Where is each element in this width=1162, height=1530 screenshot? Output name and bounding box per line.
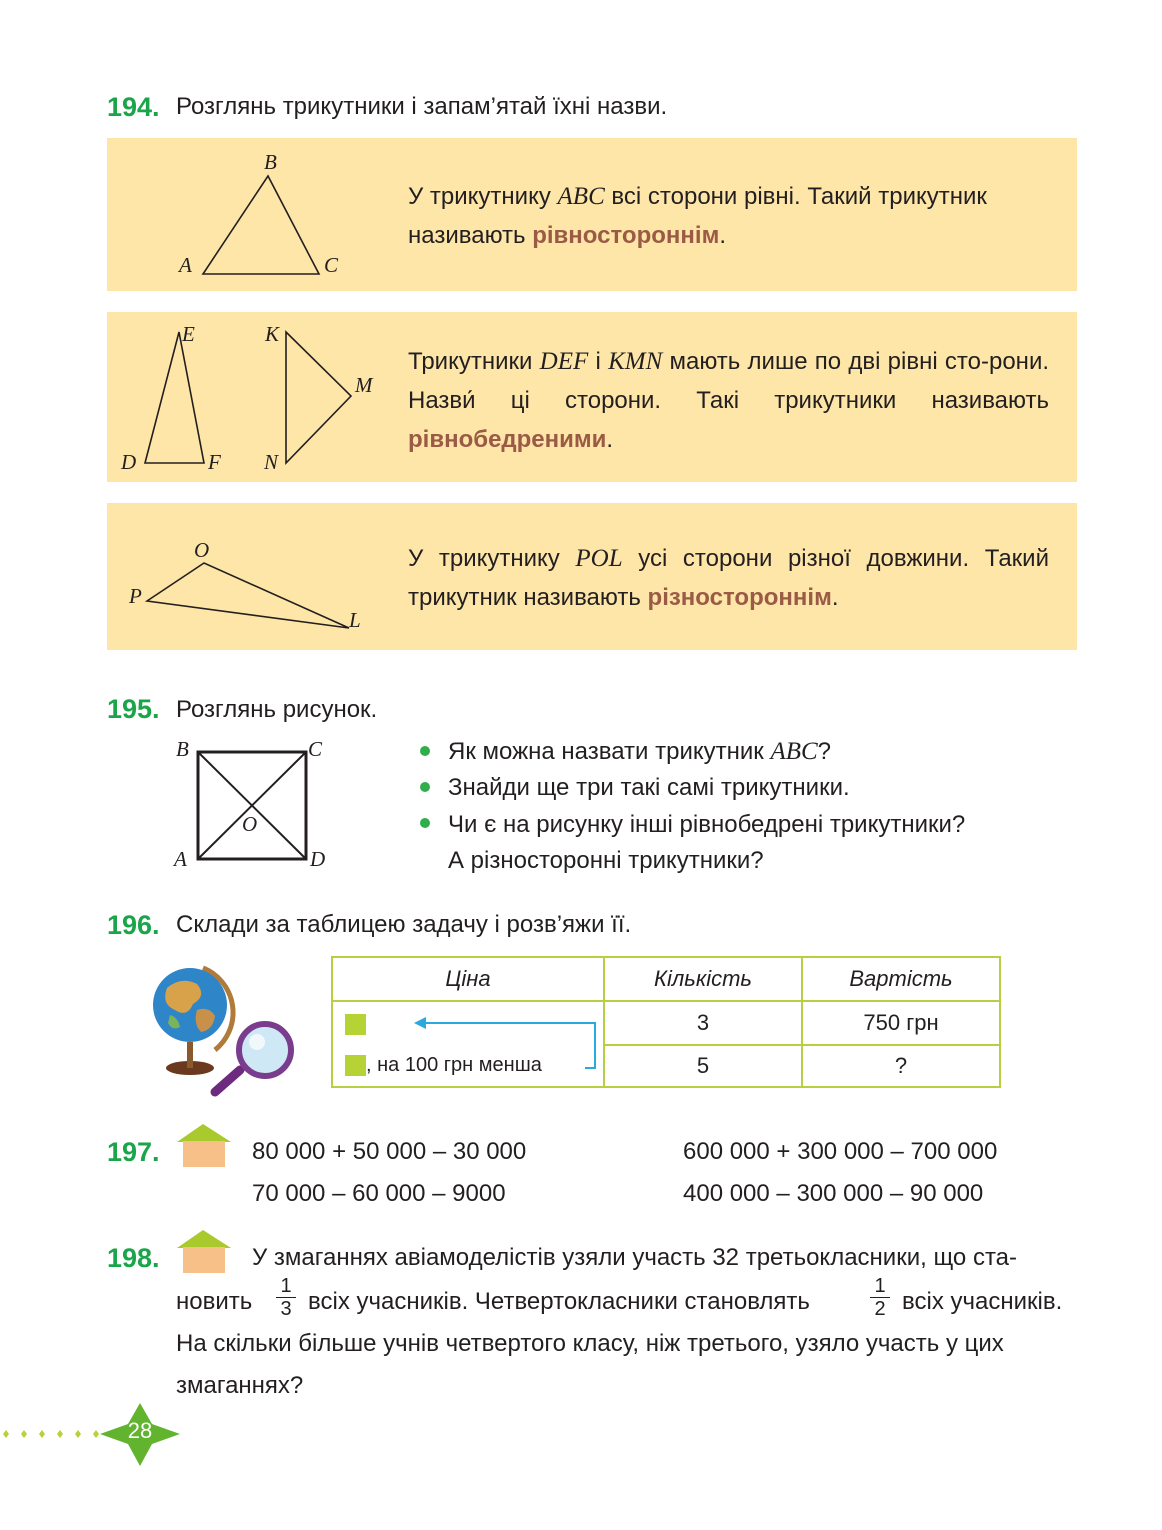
question-1: Як можна назвати трикутник ABC? <box>448 738 832 765</box>
label-e: E <box>182 322 195 346</box>
row2-cost: ? <box>802 1045 1000 1087</box>
expression-2: 70 000 – 60 000 – 9000 <box>252 1180 506 1207</box>
label-k: K <box>265 322 280 346</box>
isosceles-box <box>107 312 1077 482</box>
label-l: L <box>349 608 361 632</box>
equilateral-box <box>107 138 1077 291</box>
label-d: D <box>121 450 137 474</box>
label-f: F <box>208 450 221 474</box>
square-label-b: B <box>176 737 189 761</box>
equilateral-triangle-figure <box>107 138 407 291</box>
fraction-one-third: 1 3 <box>276 1276 296 1319</box>
task-number-197: 197. <box>107 1137 160 1167</box>
task-196-title: Склади за таблицею задачу і розв’яжи її. <box>176 911 632 938</box>
scalene-description: У трикутнику POL усі сторони різної довжини. Такий трикутник називають різностороннім. <box>408 545 1049 611</box>
label-o: O <box>194 538 210 562</box>
bullet-icon <box>420 746 430 756</box>
problem-line-2a: новить <box>176 1288 253 1315</box>
task-195-title: Розглянь рисунок. <box>176 696 378 723</box>
label-b: B <box>264 150 277 174</box>
square-label-a: A <box>174 847 187 871</box>
row1-quantity: 3 <box>604 1001 802 1045</box>
question-3-line-2: А різносторонні трикутники? <box>448 847 764 874</box>
term-isosceles: рівнобедреними <box>408 426 607 453</box>
question-3-line-1: Чи є на рисунку інші рівнобедрені трикутники? <box>448 811 966 838</box>
term-scalene: різностороннім <box>647 584 832 611</box>
house-icon <box>175 1228 235 1276</box>
scalene-box <box>107 503 1077 650</box>
square-diagonals-figure <box>190 745 315 865</box>
relation-arrow <box>410 1012 600 1074</box>
label-m: M <box>355 373 373 397</box>
problem-line-3: На скільки більше учнів четвертого класу, ніж третього, узяло участь у цих <box>176 1330 1004 1357</box>
equilateral-description: У трикутнику ABC всі сторони рівні. Такий трикутник називають рівностороннім. <box>408 183 987 249</box>
label-c: C <box>324 253 339 277</box>
expression-1: 80 000 + 50 000 – 30 000 <box>252 1138 527 1165</box>
row2-quantity: 5 <box>604 1045 802 1087</box>
house-icon <box>175 1122 235 1170</box>
expression-4: 400 000 – 300 000 – 90 000 <box>683 1180 984 1207</box>
task-number-194: 194. <box>107 92 160 122</box>
header-price: Ціна <box>332 957 604 1001</box>
expression-3: 600 000 + 300 000 – 700 000 <box>683 1138 998 1165</box>
unknown-value-square <box>345 1014 366 1035</box>
label-a: A <box>179 253 192 277</box>
globe-magnifier-illustration <box>145 960 310 1100</box>
label-n: N <box>264 450 279 474</box>
row1-cost: 750 грн <box>802 1001 1000 1045</box>
square-label-o: O <box>242 812 258 836</box>
task-number-195: 195. <box>107 694 160 724</box>
header-cost: Вартість <box>802 957 1000 1001</box>
unknown-value-square <box>345 1055 366 1076</box>
problem-line-2c: всіх учасників. <box>902 1288 1063 1315</box>
problem-line-4: змаганнях? <box>176 1372 304 1399</box>
scalene-triangle-figure <box>107 503 407 650</box>
fraction-one-half: 1 2 <box>870 1276 890 1319</box>
term-equilateral: рівностороннім <box>532 222 720 249</box>
square-label-d: D <box>310 847 326 871</box>
square-label-c: C <box>308 737 323 761</box>
task-194-title: Розглянь трикутники і запам’ятай їхні назви. <box>176 93 668 120</box>
bullet-icon <box>420 782 430 792</box>
row2-price: , на 100 грн менша <box>332 1045 604 1087</box>
header-quantity: Кількість <box>604 957 802 1001</box>
task-number-198: 198. <box>107 1243 160 1273</box>
task-number-196: 196. <box>107 910 160 940</box>
problem-line-1: У змаганнях авіамоделістів узяли участь 32 третьокласники, що ста- <box>252 1244 1018 1271</box>
label-p: P <box>129 584 142 608</box>
problem-line-2b: всіх учасників. Четвертокласники становлять <box>308 1288 810 1315</box>
bullet-icon <box>420 818 430 828</box>
isosceles-description: Трикутники DEF і KMN мають лише по дві рівні сто-рони. Назви́ ці сторони. Такі трикутники називають рівнобедреними. <box>408 348 1050 453</box>
page-number: 28 <box>127 1418 153 1443</box>
question-2: Знайди ще три такі самі трикутники. <box>448 774 850 801</box>
